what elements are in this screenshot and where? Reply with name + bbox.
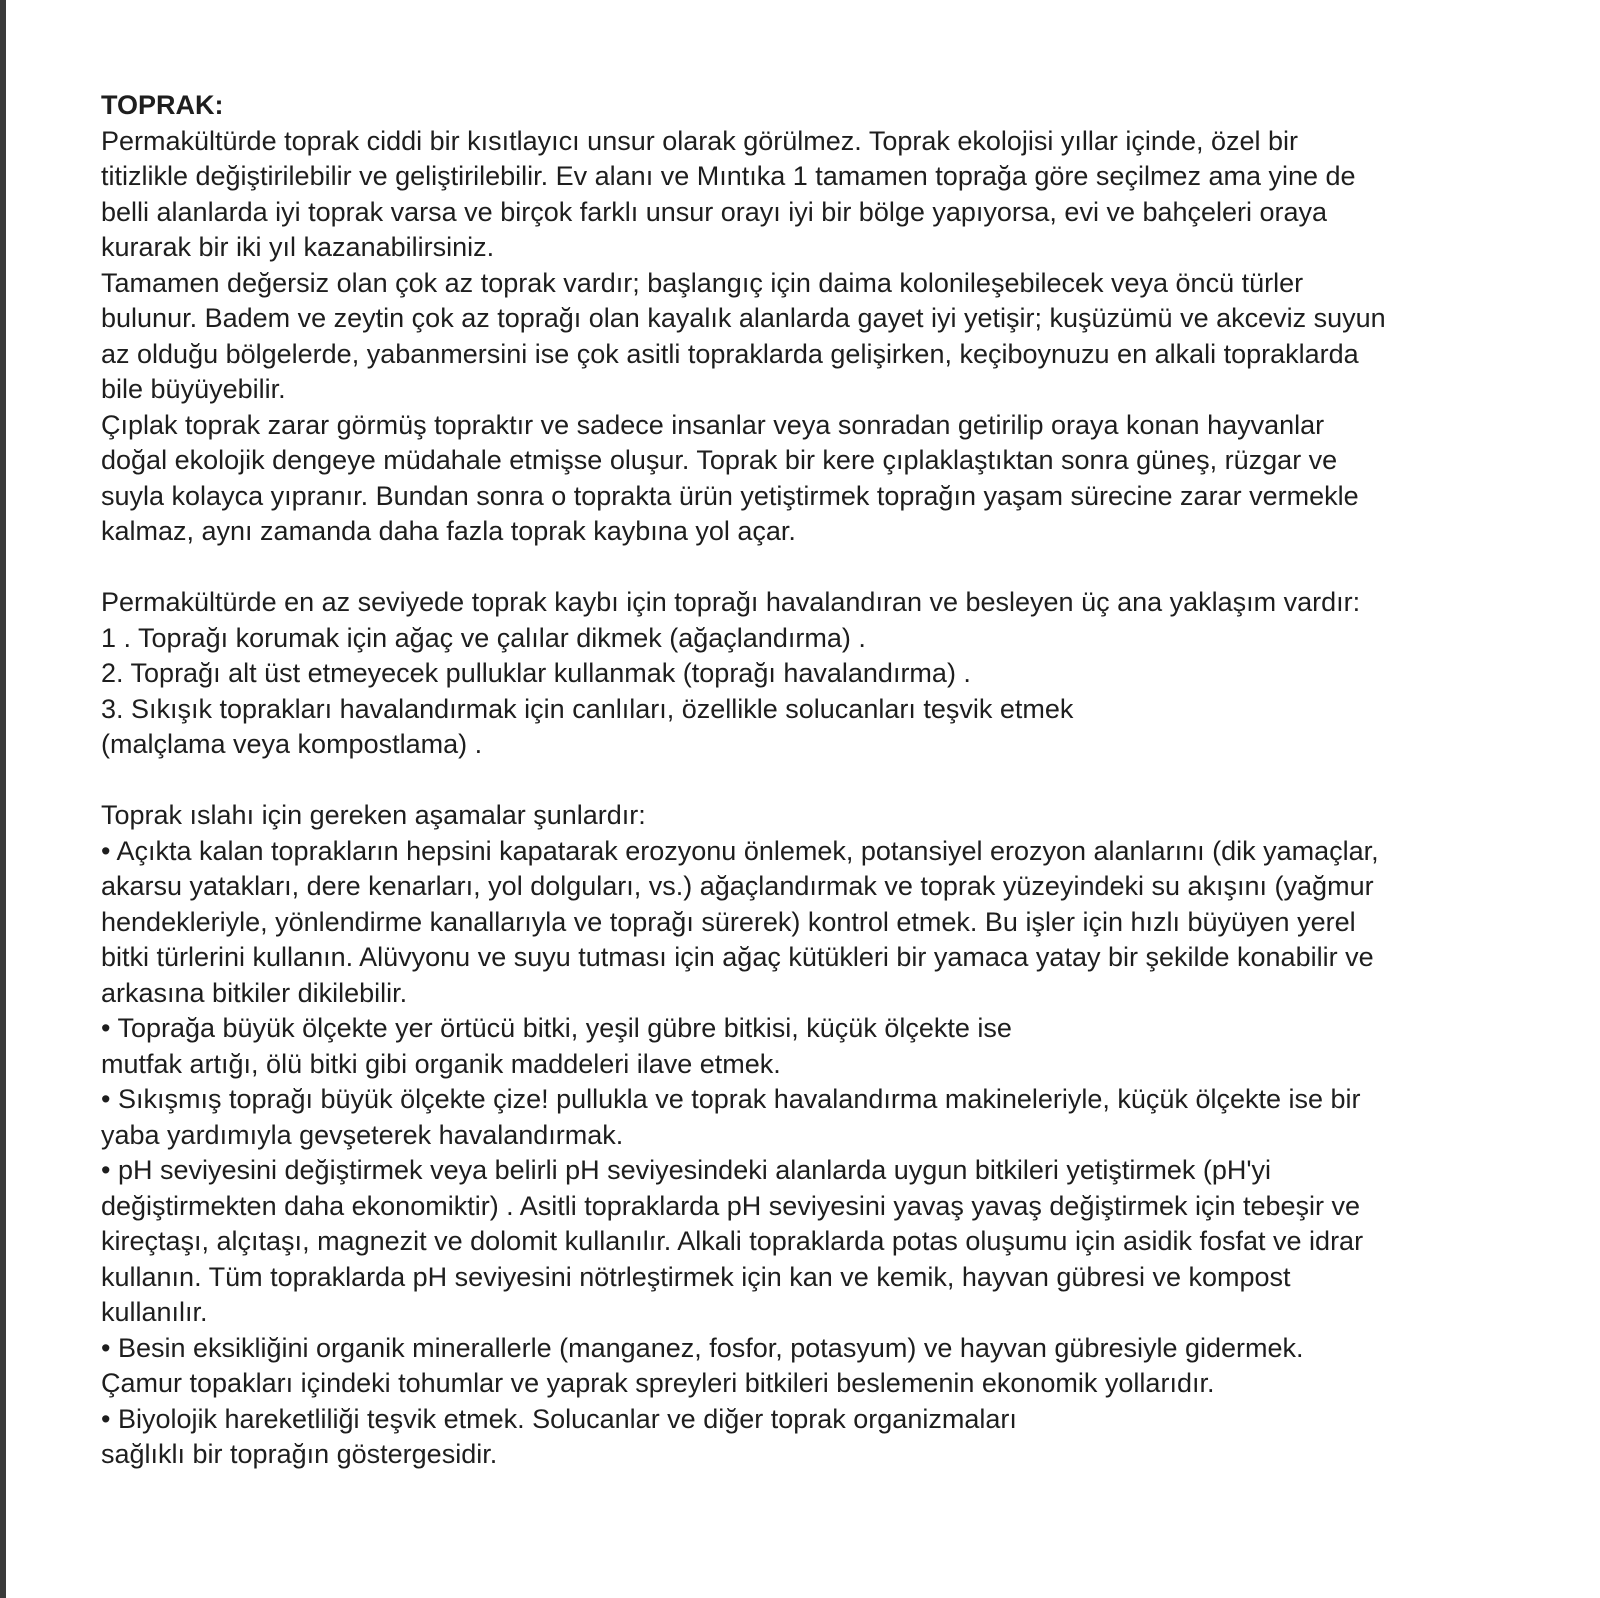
paragraph-spacer [101, 550, 1521, 586]
text-line: Permakültürde toprak ciddi bir kısıtlayıcı unsur olarak görülmez. Toprak ekolojisi yıllar içinde, özel bir [101, 125, 1299, 156]
text-line: bitki türlerini kullanın. Alüvyonu ve suyu tutması için ağaç kütükleri bir yamaca yatay bir şekilde konabilir ve [101, 942, 1374, 972]
bullet-item: • Biyolojik hareketliliği teşvik etmek. Solucanlar ve diğer toprak organizmaları [101, 1403, 1017, 1434]
paragraph-steps [101, 798, 1521, 1473]
paragraph-worthless-soil [101, 266, 1521, 408]
text-line: sağlıklı bir toprağın göstergesidir. [101, 1439, 498, 1469]
bullet-item: • Toprağa büyük ölçekte yer örtücü bitki, yeşil gübre bitkisi, küçük ölçekte ise [101, 1013, 1012, 1043]
text-line: Permakültürde en az seviyede toprak kaybı için toprağı havalandıran ve besleyen üç ana yaklaşım vardır: [101, 587, 1361, 617]
paragraph-intro [101, 124, 1521, 266]
list-item-continuation: (malçlama veya kompostlama) . [101, 729, 483, 759]
text-line: Çıplak toprak zarar görmüş topraktır ve sadece insanlar veya sonradan getirilip oraya konan hayvanlar [101, 409, 1325, 440]
list-item: 3. Sıkışık toprakları havalandırmak için canlıları, özellikle solucanları teşvik etmek [101, 693, 1074, 724]
list-item: 2. Toprağı alt üst etmeyecek pulluklar kullanmak (toprağı havalandırma) . [101, 658, 971, 688]
list-item: 1 . Toprağı korumak için ağaç ve çalılar dikmek (ağaçlandırma) . [101, 622, 866, 653]
text-line: mutfak artığı, ölü bitki gibi organik maddeleri ilave etmek. [101, 1048, 781, 1079]
text-line: değiştirmekten daha ekonomiktir) . Asitli topraklarda pH seviyesini yavaş yavaş değiştirmek için tebeşir ve [101, 1190, 1361, 1221]
text-line: suyla kolayca yıpranır. Bundan sonra o toprakta ürün yetiştirmek toprağın yaşam sürecine zarar vermekle [101, 480, 1359, 511]
paragraph-bare-soil [101, 408, 1521, 550]
bullet-item: • Besin eksikliğini organik minerallerle (manganez, fosfor, potasyum) ve hayvan gübresiyle gidermek. [101, 1332, 1304, 1363]
text-line: akarsu yatakları, dere kenarları, yol dolguları, vs.) ağaçlandırmak ve toprak yüzeyindeki su akışını (yağmur [101, 871, 1374, 901]
text-line: az olduğu bölgelerde, yabanmersini ise çok asitli topraklarda gelişirken, keçiboynuzu en alkali topraklarda [101, 338, 1359, 369]
text-line: Toprak ıslahı için gereken aşamalar şunlardır: [101, 800, 646, 830]
document-page [101, 88, 1521, 1473]
bullet-item: • Sıkışmış toprağı büyük ölçekte çize! pullukla ve toprak havalandırma makineleriyle, küçük ölçekte ise bir [101, 1084, 1361, 1114]
paragraph-spacer [101, 763, 1521, 799]
text-line: Tamamen değersiz olan çok az toprak vardır; başlangıç için daima kolonileşebilecek veya öncü türler [101, 267, 1304, 298]
text-line: kullanın. Tüm topraklarda pH seviyesini nötrleştirmek için kan ve kemik, hayvan gübresi ve kompost [101, 1261, 1291, 1292]
paragraph-approaches [101, 585, 1521, 763]
text-line: bulunur. Badem ve zeytin çok az toprağı olan kayalık alanlarda gayet iyi yetişir; kuşüzümü ve akceviz suyun [101, 303, 1386, 333]
text-line: Çamur topakları içindeki tohumlar ve yaprak spreyleri bitkileri beslemenin ekonomik yollarıdır. [101, 1368, 1215, 1398]
text-line: belli alanlarda iyi toprak varsa ve birçok farklı unsur orayı iyi bir bölge yapıyorsa, evi ve bahçeleri oraya [101, 196, 1328, 227]
text-line: kireçtaşı, alçıtaşı, magnezit ve dolomit kullanılır. Alkali topraklarda potas oluşumu için asidik fosfat ve idrar [101, 1226, 1364, 1256]
section-heading: TOPRAK: [101, 90, 224, 120]
text-line: titizlikle değiştirilebilir ve geliştirilebilir. Ev alanı ve Mıntıka 1 tamamen toprağa göre seçilmez ama yine de [101, 161, 1356, 191]
text-line: kalmaz, aynı zamanda daha fazla toprak kaybına yol açar. [101, 516, 796, 546]
text-line: kurarak bir iki yıl kazanabilirsiniz. [101, 232, 495, 262]
text-line: doğal ekolojik dengeye müdahale etmişse oluşur. Toprak bir kere çıplaklaştıktan sonra güneş, rüzgar ve [101, 445, 1338, 475]
text-line: arkasına bitkiler dikilebilir. [101, 977, 408, 1008]
text-line: kullanılır. [101, 1297, 208, 1327]
bullet-item: • Açıkta kalan toprakların hepsini kapatarak erozyonu önlemek, potansiyel erozyon alanlarını (dik yamaçlar, [101, 835, 1379, 866]
bullet-item: • pH seviyesini değiştirmek veya belirli pH seviyesindeki alanlarda uygun bitkileri yetiştirmek (pH'yi [101, 1155, 1272, 1185]
text-line: hendekleriyle, yönlendirme kanallarıyla ve toprağı sürerek) kontrol etmek. Bu işler için hızlı büyüyen yerel [101, 906, 1356, 937]
text-line: yaba yardımıyla gevşeterek havalandırmak. [101, 1119, 624, 1150]
text-line: bile büyüyebilir. [101, 374, 286, 404]
page-edge-shadow [0, 0, 6, 1598]
